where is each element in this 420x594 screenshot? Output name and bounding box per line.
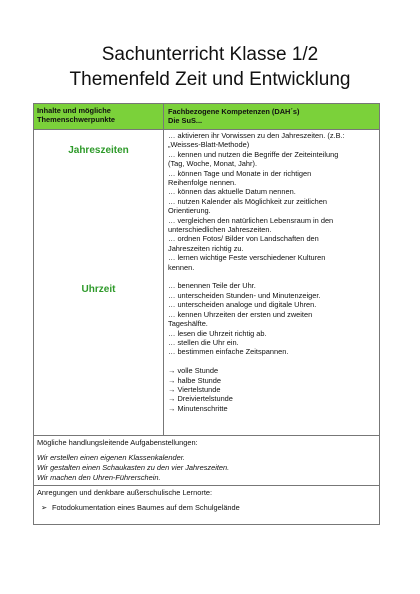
competence-line: unterschiedlichen Jahreszeiten. [168,225,272,235]
competence-line: Orientierung. [168,206,211,216]
competence-line: → Dreiviertelstunde [168,394,233,404]
header-col2-line2: Die SuS... [168,116,203,125]
topics-cell [34,130,164,435]
competence-line: … kennen Uhrzeiten der ersten und zweiten [168,309,313,319]
competence-line: … können das aktuelle Datum nennen. [168,187,296,197]
competence-line: … nutzen Kalender als Möglichkeit zur zeitlichen [168,196,327,206]
competence-line: → volle Stunde [168,366,219,376]
competence-line: … unterscheiden Stunden- und Minutenzeiger. [168,290,321,300]
competence-line: … stellen die Uhr ein. [168,337,239,347]
topic-uhrzeit: Uhrzeit [81,284,116,295]
competence-line: Reihenfolge nennen. [168,178,237,188]
places-section [34,486,379,524]
competence-line: (Tag, Woche, Monat, Jahr). [168,159,257,169]
competences-cell [164,130,379,435]
places-heading: Anregungen und denkbare außerschulische Lernorte: [37,488,213,497]
title-line-2: Themenfeld Zeit und Entwicklung [69,69,351,90]
header-col-competences [164,104,379,129]
competence-line: … kennen und nutzen die Begriffe der Zeiteinteilung [168,149,339,159]
header-col2-line1: Fachbezogene Kompetenzen (DAH´s) [168,107,300,116]
competence-line: … vergleichen den natürlichen Lebensraum in den [168,215,334,225]
header-col-topics [34,104,164,129]
competence-line: … lesen die Uhrzeit richtig ab. [168,328,267,338]
title-line-1: Sachunterricht Klasse 1/2 [101,44,319,65]
competence-line: → halbe Stunde [168,375,222,385]
competence-line: … ordnen Fotos/ Bilder von Landschaften den [168,234,319,244]
competence-line: Tageshälfte. [168,319,208,329]
competence-line: kennen. [168,262,195,272]
competence-line: → Minutenschritte [168,403,228,413]
tasks-section [34,436,379,486]
table-main-row [34,130,379,436]
competence-line: „Weisses-Blatt-Methode) [168,140,250,150]
header-col1-line1: Inhalte und mögliche [37,106,111,115]
task-item: Wir machen den Uhren-Führerschein. [37,473,161,482]
places-bullet-text: Fotodokumentation eines Baumes auf dem Schulgelände [52,503,240,512]
competence-line: … bestimmen einfache Zeitspannen. [168,347,289,357]
topic-jahreszeiten: Jahreszeiten [68,145,129,156]
line-gap [168,357,375,366]
competence-line: … aktivieren ihr Vorwissen zu den Jahreszeiten. (z.B.: [168,131,345,140]
competence-line: Jahreszeiten richtig zu. [168,243,244,253]
competence-line: … können Tage und Monate in der richtigen [168,168,312,178]
competence-line: … benennen Teile der Uhr. [168,281,256,291]
task-item: Wir gestalten einen Schaukasten zu den vier Jahreszeiten. [37,463,230,472]
arrow-bullet-icon: ➢ [41,503,48,512]
header-col1-line2: Themenschwerpunkte [37,115,116,124]
tasks-heading: Mögliche handlungsleitende Aufgabenstellungen: [37,438,198,447]
places-bullet-item [37,503,376,513]
competence-line: → Viertelstunde [168,384,221,394]
line-gap [168,272,375,281]
curriculum-table [33,103,380,525]
task-item: Wir erstellen einen eigenen Klassenkalender. [37,453,185,462]
competence-line: … unterscheiden analoge und digitale Uhren. [168,300,317,310]
table-header-row [34,104,379,130]
competence-line: … lernen wichtige Feste verschiedener Kulturen [168,253,326,263]
